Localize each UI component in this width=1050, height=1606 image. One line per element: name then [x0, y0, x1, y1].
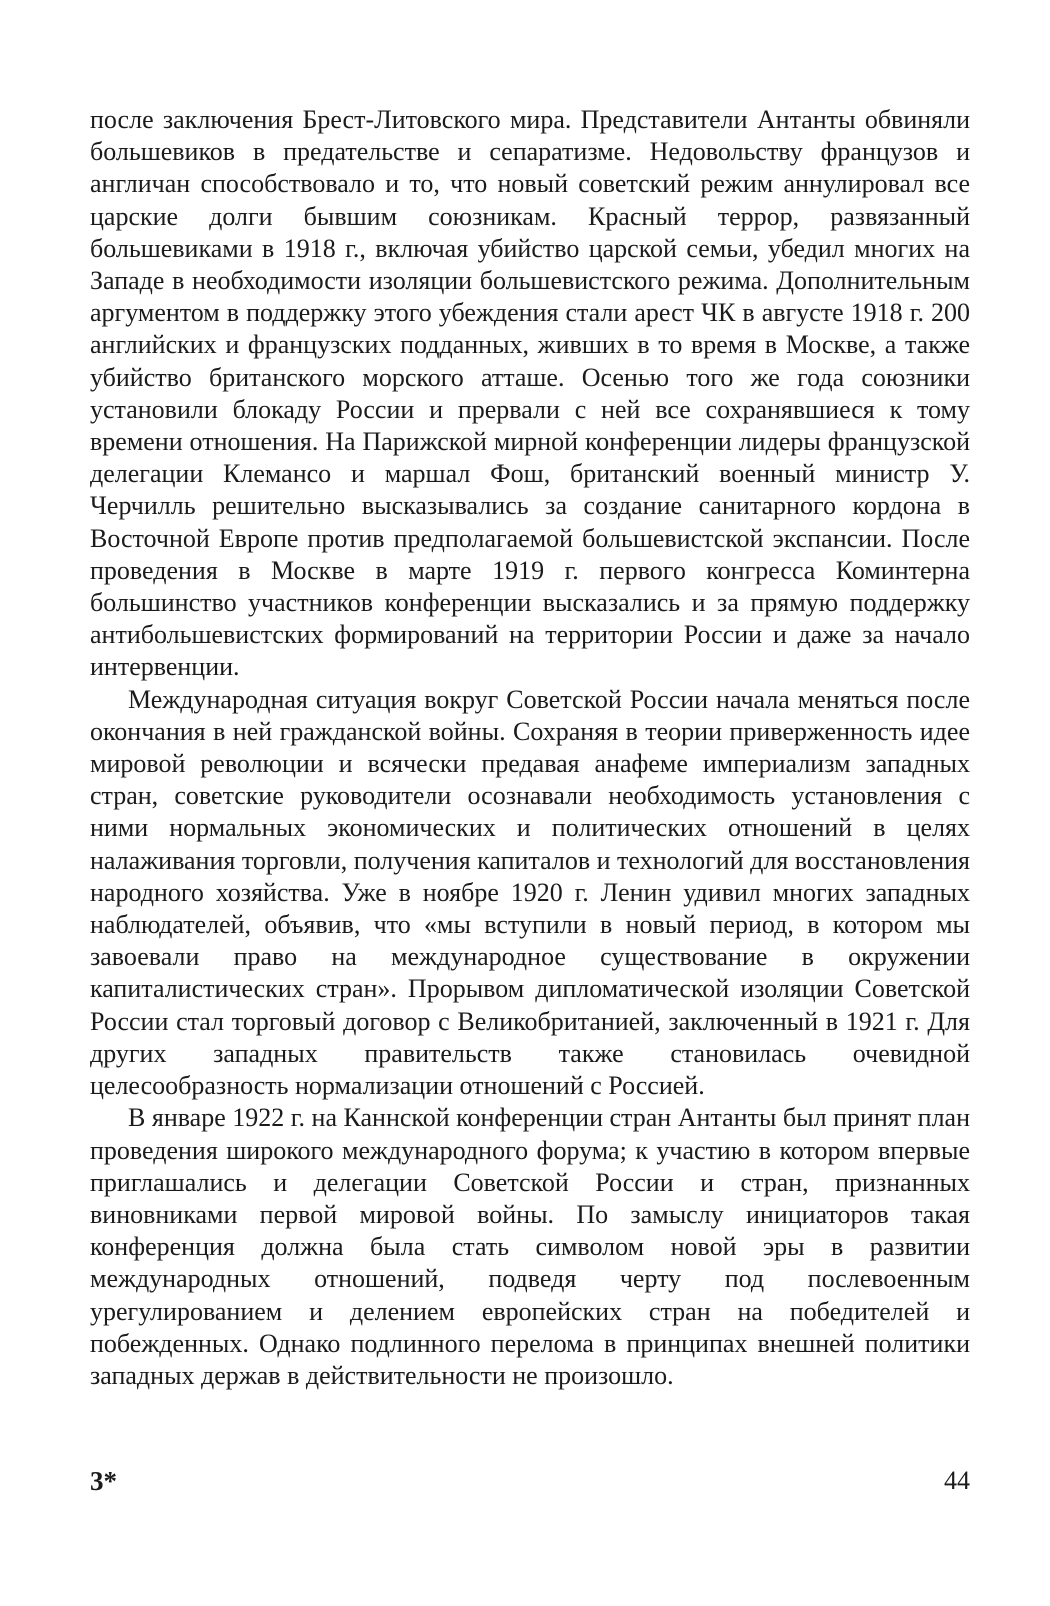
- paragraph-3: В январе 1922 г. на Каннской конференции стран Антанты был принят план проведения широкого международного форума; к участию в котором впервые приглашались и делегации Советской России и стран, признанных виновниками первой мировой войны. По замыслу инициаторов такая конференция должна была стать символом новой эры в развитии международных отношений, подведя черту под послевоенным урегулированием и делением европейских стран на победителей и побежденных. Однако подлинного перелома в принципах внешней политики западных держав в действительности не произошло.: [90, 1103, 970, 1390]
- paragraph-1: после заключения Брест-Литовского мира. Представители Антанты обвиняли большевиков в предательстве и сепаратизме. Недовольству французов и англичан способствовало и то, что новый советский режим аннулировал все царские долги бывшим союзникам. Красный террор, развязанный большевиками в 1918 г., включая убийство царской семьи, убедил многих на Западе в необходимости изоляции большевистского режима. Дополнительным аргументом в поддержку этого убеждения стали арест ЧК в августе 1918 г. 200 английских и французских подданных, живших в то время в Москве, а также убийство британского морского атташе. Осенью того же года союзники установили блокаду России и прервали с ней все сохранявшиеся к тому времени отношения. На Парижской мирной конференции лидеры французской делегации Клемансо и маршал Фош, британский военный министр У. Черчилль решительно высказывались за создание санитарного кордона в Восточной Европе против предполагаемой большевистской экспансии. После проведения в Москве в марте 1919 г. первого конгресса Коминтерна большинство участников конференции высказались и за прямую поддержку антибольшевистских формирований на территории России и даже за начало интервенции.: [90, 105, 970, 682]
- body-text: [90, 104, 970, 1392]
- page-number: 44: [944, 1466, 970, 1495]
- signature-mark: 3*: [90, 1466, 117, 1496]
- page-footer: [90, 1466, 970, 1506]
- paragraph-2: Международная ситуация вокруг Советской России начала меняться после окончания в ней гражданской войны. Сохраняя в теории приверженность идее мировой революции и всячески предавая анафеме империализм западных стран, советские руководители осознавали необходимость установления с ними нормальных экономических и политических отношений в целях налаживания торговли, получения капиталов и технологий для восстановления народного хозяйства. Уже в ноябре 1920 г. Ленин удивил многих западных наблюдателей, объявив, что «мы вступили в новый период, в котором мы завоевали право на международное существование в окружении капиталистических стран». Прорывом дипломатической изоляции Советской России стал торговый договор с Великобританией, заключенный в 1921 г. Для других западных правительств также становилась очевидной целесообразность нормализации отношений с Россией.: [90, 684, 970, 1101]
